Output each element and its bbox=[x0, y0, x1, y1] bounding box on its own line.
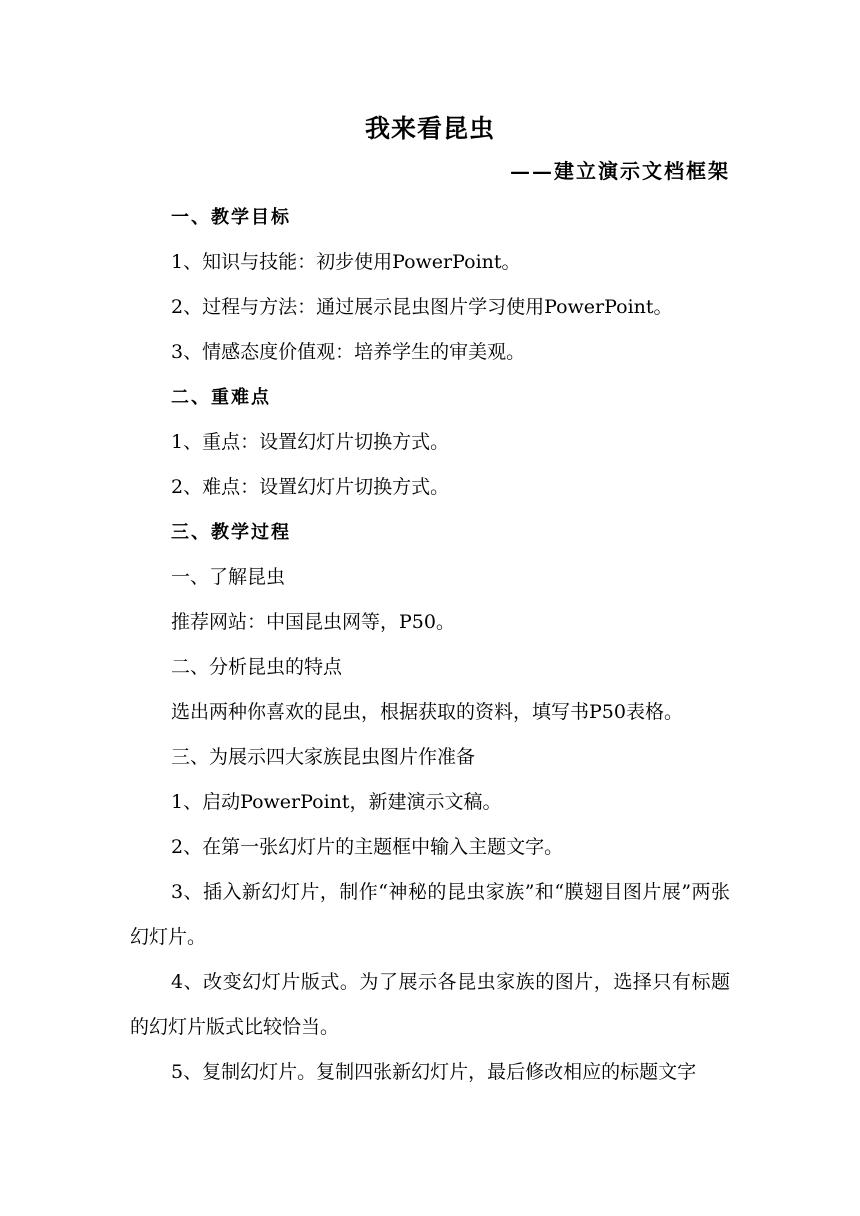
step-3-item-4 bbox=[130, 960, 730, 1050]
step-3-item-5-text: 5、复制幻灯片。复制四张新幻灯片，最后修改相应的标题文字 bbox=[171, 1061, 697, 1083]
step-1-text: 推荐网站：中国昆虫网等，P50。 bbox=[171, 611, 455, 633]
step-3-item-1: 1、启动PowerPoint，新建演示文稿。 bbox=[171, 791, 502, 813]
goal-item-1: 1、知识与技能：初步使用PowerPoint。 bbox=[171, 251, 521, 273]
step-2-text: 选出两种你喜欢的昆虫，根据获取的资料，填写书P50表格。 bbox=[171, 701, 683, 723]
step-3-item-3 bbox=[130, 870, 730, 960]
goal-item-3: 3、情感态度价值观：培养学生的审美观。 bbox=[171, 341, 526, 363]
step-3-item-4-text: 4、改变幻灯片版式。为了展示各昆虫家族的图片，选择只有标题的幻灯片版式比较恰当。 bbox=[130, 971, 730, 1038]
step-2-heading: 二、分析昆虫的特点 bbox=[171, 656, 343, 678]
goal-item-2: 2、过程与方法：通过展示昆虫图片学习使用PowerPoint。 bbox=[171, 296, 673, 318]
key-point-1: 1、重点：设置幻灯片切换方式。 bbox=[171, 431, 450, 453]
document-subtitle: ——建立演示文档框架 bbox=[510, 159, 730, 183]
section-heading-key-points: 二、重难点 bbox=[171, 387, 271, 408]
step-3-item-2: 2、在第一张幻灯片的主题框中输入主题文字。 bbox=[171, 836, 564, 858]
section-heading-goals: 一、教学目标 bbox=[171, 207, 291, 228]
section-heading-process: 三、教学过程 bbox=[171, 522, 291, 543]
step-1-heading: 一、了解昆虫 bbox=[171, 566, 286, 588]
step-3-heading: 三、为展示四大家族昆虫图片作准备 bbox=[171, 746, 476, 768]
document-title: 我来看昆虫 bbox=[364, 114, 495, 143]
key-point-2: 2、难点：设置幻灯片切换方式。 bbox=[171, 476, 450, 498]
step-3-item-3-text: 3、插入新幻灯片，制作“神秘的昆虫家族”和“膜翅目图片展”两张幻灯片。 bbox=[130, 881, 730, 948]
step-3-item-5 bbox=[130, 1050, 730, 1095]
